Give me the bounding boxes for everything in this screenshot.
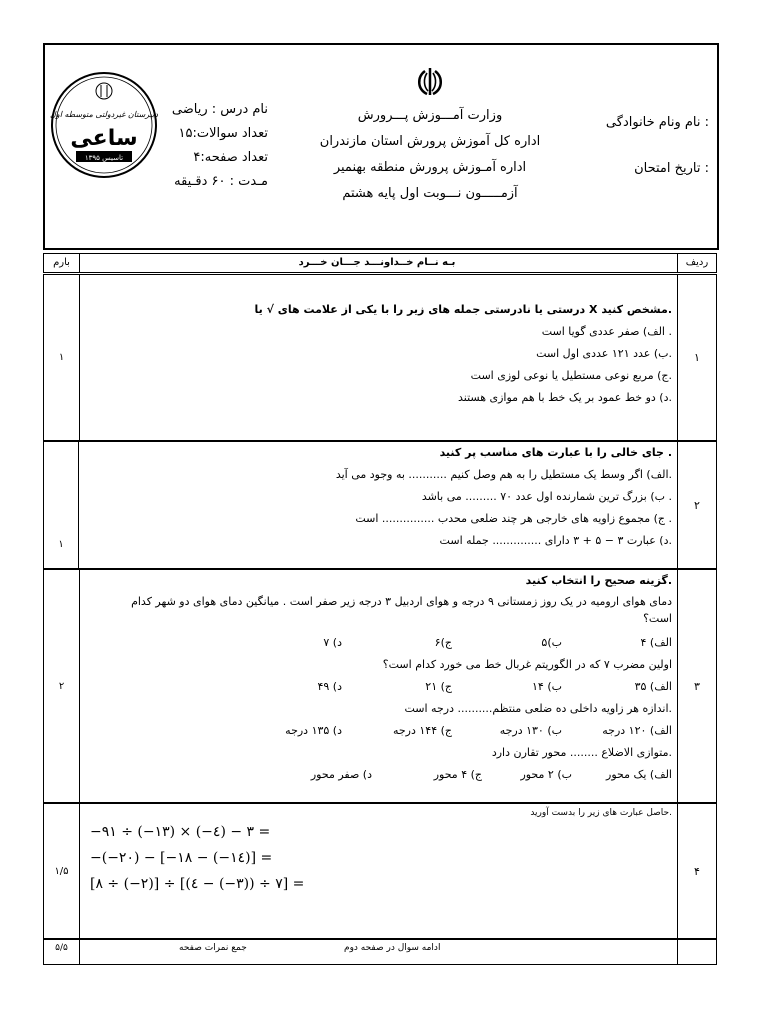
question-score: ۱ [44,442,79,568]
question-row [43,274,717,441]
question-number: ۳ [677,570,716,802]
score-column-label: بارم [53,257,70,268]
question-body [86,570,672,802]
table-header-bar [43,253,717,273]
question-number: ۲ [677,442,716,568]
mcq-option: د) ۷ [323,636,342,649]
mcq-option: ج)۶ [434,636,452,649]
logo-line1: دبیرستان غیردولتی متوسطه اول [50,110,158,119]
mcq-option: ب) ۲ محور [520,768,572,781]
mcq-stem: دمای هوای ارومیه در یک روز زمستانی ۹ درجه و هوای اردبیل ۳ درجه زیر صفر است . میانگین دمای هوای دو شهر کدام [131,595,672,608]
question-instruction: گزینه صحیح را انتخاب کنید. [525,574,672,587]
fill-blank-line: الف) اگر وسط یک مستطیل را به هم وصل کنیم ........... به وجود می آید. [335,468,672,481]
mcq-stem-cont: است؟ [643,612,672,625]
logo-year: تاسیس ۱۳۹۵ [84,154,124,162]
province-office: اداره کل آموزش پرورش استان مازندران [319,134,541,149]
issuer-block [285,65,575,207]
page-total-score: ۵/۵ [55,943,68,953]
duration-label: مـدت : ۶۰ دقـیقه [174,174,268,189]
mcq-option: ج) ۲۱ [425,680,452,693]
question-body [86,804,672,938]
continue-note: ادامه سوال در صفحه دوم [344,943,441,953]
exam-details [160,98,268,194]
school-seal-logo [50,71,158,179]
mcq-option: الف) ۴ [640,636,672,649]
question-body [86,275,672,440]
page-footer [43,939,717,965]
exam-sheet [43,43,719,969]
mcq-option: الف) ۳۵ [634,680,672,693]
basmala-title: بـه نــام خــداونـــد جـــان خـــرد [298,257,456,268]
statement-line: د) دو خط عمود بر یک خط با هم موازی هستند. [457,391,672,404]
question-instruction: حاصل عبارت های زیر را بدست آورید. [530,808,672,818]
iran-emblem-icon [413,65,447,99]
mcq-option: د) ۴۹ [317,680,342,693]
mcq-option: د) ۱۳۵ درجه [285,724,342,737]
statement-line: ب) عدد ۱۲۱ عددی اول است. [536,347,672,360]
mcq-option: ب)۵ [541,636,562,649]
question-row [43,441,717,569]
exam-name: آزمـــــون نـــوبت اول پایه هشتم [342,186,518,201]
logo-name: ساعی [70,126,138,151]
page-score-sum-label: جمع نمرات صفحه [179,943,247,953]
fill-blank-line: د) عبارت ۳ − ۵ + ۳ دارای .............. جمله است. [439,534,672,547]
mcq-option: ج) ۴ محور [433,768,482,781]
question-body [86,442,672,568]
exam-date-label: تاریخ امتحان : [634,161,709,176]
ministry-name: وزارت آمـــوزش پـــرورش [357,108,503,123]
fill-blank-line: ج) مجموع زاویه های خارجی هر چند ضلعی محدب ............... است . [355,512,672,525]
math-expression: [۸ ÷ (−۲)] ÷ [(٤ − (−۳)) ÷ ۷] = [90,876,305,892]
question-count: تعداد سوالات:۱۵ [178,126,268,141]
subject-label: نام درس : ریاضی [171,102,268,117]
statement-line: ج) مربع نوعی مستطیل یا نوعی لوزی است. [470,369,672,382]
question-score: ۱/۵ [44,804,80,938]
question-number: ۱ [677,275,716,440]
fill-blank-line: ب) بزرگ ترین شمارنده اول عدد ۷۰ ......... می باشد . [421,490,672,503]
question-score: ۱ [44,275,80,440]
mcq-option: الف) یک محور [606,768,672,781]
student-name-label: نام ونام خانوادگی : [605,115,709,130]
page-count: تعداد صفحه:۴ [193,150,268,165]
mcq-option: ج) ۱۴۴ درجه [392,724,452,737]
question-row [43,569,717,803]
mcq-option: ب) ۱۳۰ درجه [499,724,562,737]
student-info [606,100,709,192]
statement-line: الف) صفر عددی گویا است . [541,325,672,338]
math-expression: −۹۱ ÷ (−۱۳) × (−٤) − ۳ = [90,824,271,840]
mcq-option: الف) ۱۲۰ درجه [602,724,672,737]
district-office: اداره آمـوزش پرورش منطقه بهنمیر [333,160,527,175]
question-row [43,803,717,939]
mcq-stem: اولین مضرب ۷ که در الگوریتم غربال خط می خورد کدام است؟ [382,658,672,671]
question-score: ۲ [44,570,80,802]
mcq-stem: اندازه هر زاویه داخلی ده ضلعی منتظم.......... درجه است. [404,702,672,715]
question-instruction: جای خالی را با عبارت های مناسب پر کنید . [439,446,672,459]
row-column-label: ردیف [685,257,709,268]
mcq-stem: متوازی الاضلاع ........ محور تقارن دارد. [491,746,672,759]
mcq-option: د) صفر محور [310,768,372,781]
mcq-option: ب) ۱۴ [532,680,562,693]
math-expression: −(−۲۰) − [−۱۸ − (−۱٤)] = [90,850,273,866]
exam-header [43,43,719,250]
question-number: ۴ [677,804,716,938]
question-instruction: درستی یا نادرستی جمله های زیر را با یکی از علامت های √ یا X مشخص کنید. [254,303,672,316]
